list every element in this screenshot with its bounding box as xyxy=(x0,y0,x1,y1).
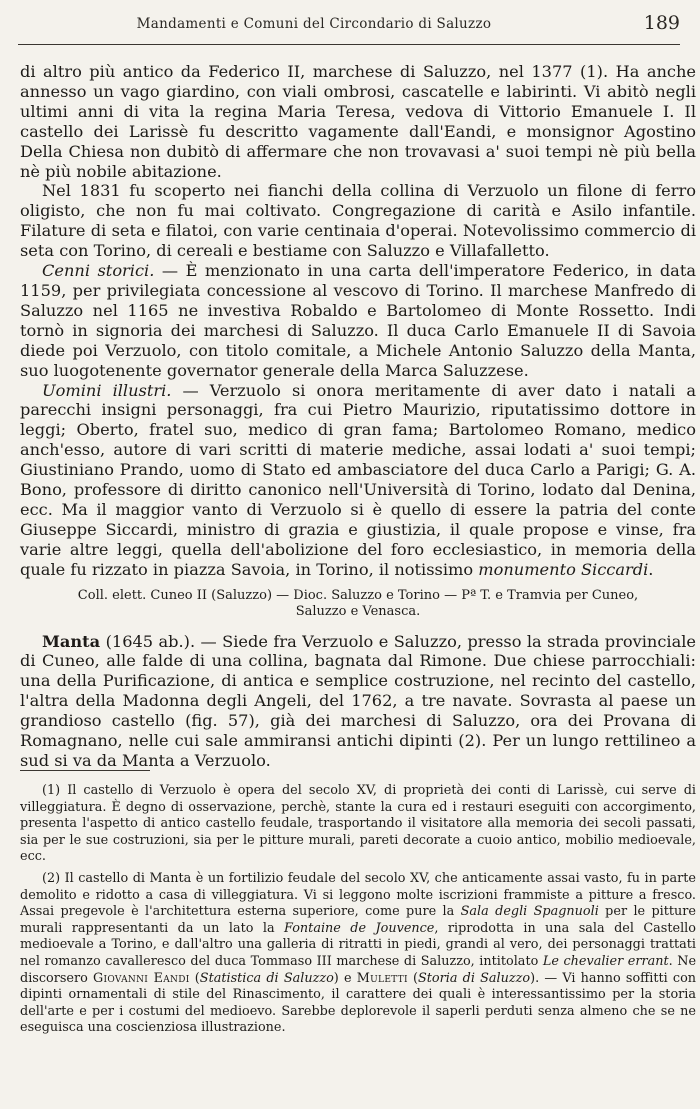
fn2-text-b: per le pitture murali rappresentanti da un lato la xyxy=(20,904,696,936)
paragraph-illustrious xyxy=(20,381,696,580)
manta-text: (1645 ab.). — Siede fra Verzuolo e Saluzzo, presso la strada provinciale di Cuneo, alle falde di una collina, bagnata dal Rimone. Due chiese parrocchiali: una della Purificazione, di antica e semplice costruzione, nel recinto del castello, l'altra della Madonna degli Angeli, del 1762, a tre navate. Sovrasta al paese un grandioso castello (fig. 57), già dei marchesi di Saluzzo, ora dei Provana di Romagnano, nelle cui sale ammiransi antichi dipinti (2). Per un lungo rettilineo a sud si va da Manta a Verzuolo. xyxy=(20,631,696,770)
footnotes xyxy=(20,783,696,1042)
electoral-line-1: Coll. elett. Cuneo II (Saluzzo) — Dioc. Saluzzo e Torino — Pª T. e Tramvia per Cuneo, xyxy=(77,587,639,603)
fn2-text-f: ) e xyxy=(333,970,357,986)
monument-name: monumento Siccardi xyxy=(478,559,649,579)
illustrious-label: Uomini illustri. xyxy=(42,380,172,400)
fn2-text-c: , riprodotta in una sala del Castello medioevale a Torino, e dall'altro una galleria di ritratti in piedi, grandi al vero, dei personaggi trattati nel romanzo cavalleresco del duca Tommaso III marchese di Saluzzo, intitolato xyxy=(20,920,696,969)
footnote-rule xyxy=(20,770,150,771)
fn2-author-muletti: Muletti xyxy=(356,970,408,986)
fn2-chevalier-title: Le chevalier errant xyxy=(542,953,669,969)
fn2-fontaine-title: Fontaine de Jouvence xyxy=(284,920,435,936)
paragraph-history xyxy=(20,261,696,380)
illustrious-end: . xyxy=(648,559,654,579)
footnote-2 xyxy=(20,871,696,1037)
main-text xyxy=(20,62,696,771)
fn2-storia-title: Storia di Saluzzo xyxy=(418,970,531,986)
running-title: Mandamenti e Comuni del Circondario di Saluzzo xyxy=(136,16,492,32)
paragraph-mine: Nel 1831 fu scoperto nei fianchi della collina di Verzuolo un filone di ferro oligisto, che non fu mai coltivato. Congregazione di carità e Asilo infantile. Filature di seta e filatoi, con varie centinaia d'operai. Notevolissimo commercio di seta con Torino, di cereali e bestiame con Saluzzo e Villafalletto. xyxy=(20,181,696,261)
fn2-text-g: ( xyxy=(407,970,419,986)
fn2-sala-title: Sala degli Spagnuoli xyxy=(460,904,599,920)
electoral-info xyxy=(20,588,696,620)
footnote-1: (1) Il castello di Verzuolo è opera del secolo XV, di proprietà dei conti di Larissè, cui serve di villeggiatura. È degno di osservazione, perchè, stante la cura ed i restauri eseguiti con accorgimento, presenta l'aspetto di antico castello feudale, trasportando il visitatore alla memoria dei secoli passati, sia per le sue costruzioni, sia per le pitture murali, pareti decorate a cuoio antico, mobilio medioevale, ecc. xyxy=(20,783,696,865)
history-text: — È menzionato in una carta dell'imperatore Federico, in data 1159, per privilegiata concessione al vescovo di Torino. Il marchese Manfredo di Saluzzo nel 1165 ne investiva Robaldo e Bartolomeo di Monte Rossetto. Indi tornò in signoria dei marchesi di Saluzzo. Il duca Carlo Emanuele II di Savoia diede poi Verzuolo, con titolo comitale, a Michele Antonio Saluzzo della Manta, suo luogotenente governator generale della Marca Saluzzese. xyxy=(20,261,696,380)
history-label: Cenni storici. xyxy=(42,261,155,281)
page-number: 189 xyxy=(643,12,680,34)
illustrious-text: — Verzuolo si onora meritamente di aver dato i natali a parecchi insigni personaggi, fra cui Pietro Maurizio, riputatissimo dottore in leggi; Oberto, fratel suo, medico di gran fama; Bartolomeo Romano, medico anch'esso, autore di vari scritti di materie mediche, assai lodati a' suoi tempi; Giustiniano Prando, uomo di Stato ed ambasciatore del duca Carlo a Parigi; G. A. Bono, professore di diritto canonico nell'Università di Torino, lodato dal Denina, ecc. Ma il maggior vanto di Verzuolo si è quello di essere la patria del conte Giuseppe Siccardi, ministro di grazia e giustizia, il quale propose e vinse, fra varie altre leggi, quella dell'abolizione del foro ecclesiastico, in memoria della quale fu rizzato in piazza Savoia, in Torino, il notissimo xyxy=(20,380,696,579)
electoral-line-2: Saluzzo e Venasca. xyxy=(295,603,421,619)
running-head xyxy=(18,12,680,38)
entry-name-manta: Manta xyxy=(42,631,101,651)
fn2-statistica-title: Statistica di Saluzzo xyxy=(199,970,334,986)
paragraph-castle: di altro più antico da Federico II, marchese di Saluzzo, nel 1377 (1). Ha anche annesso un vago giardino, con viali ombrosi, cascatelle e labirinti. Vi abitò negli ultimi anni di vita la regina Maria Teresa, vedova di Vittorio Emanuele I. Il castello dei Larissè fu descritto vagamente dall'Eandi, e monsignor Agostino Della Chiesa non dubitò di affermare che non trovavasi a' suoi tempi nè più bella nè più nobile abitazione. xyxy=(20,62,696,181)
fn2-text-d: . Ne discorsero xyxy=(20,953,697,986)
fn2-text-a: (2) Il castello di Manta è un fortilizio feudale del secolo XV, che anticamente assai vasto, fu in parte demolito e ridotto a casa di villeggiatura. Vi si leggono molte iscrizioni frammiste a pitture a fresco. Assai pregevole è l'architettura esterna superiore, come pure la xyxy=(20,870,696,920)
fn2-text-h: ). — Vi hanno soffitti con dipinti ornamentali di stile del Rinascimento, il carattere dei quali è interessantissimo per la storia dell'arte e per i costumi del medioevo. Sarebbe deplorevole il saperli perduti senza almeno che se ne eseguisca una coscienziosa illustrazione. xyxy=(20,970,697,1036)
fn2-text-e: ( xyxy=(189,970,200,986)
header-rule xyxy=(18,44,680,45)
fn2-author-eandi: Giovanni Eandi xyxy=(93,970,190,986)
paragraph-manta xyxy=(20,632,696,771)
